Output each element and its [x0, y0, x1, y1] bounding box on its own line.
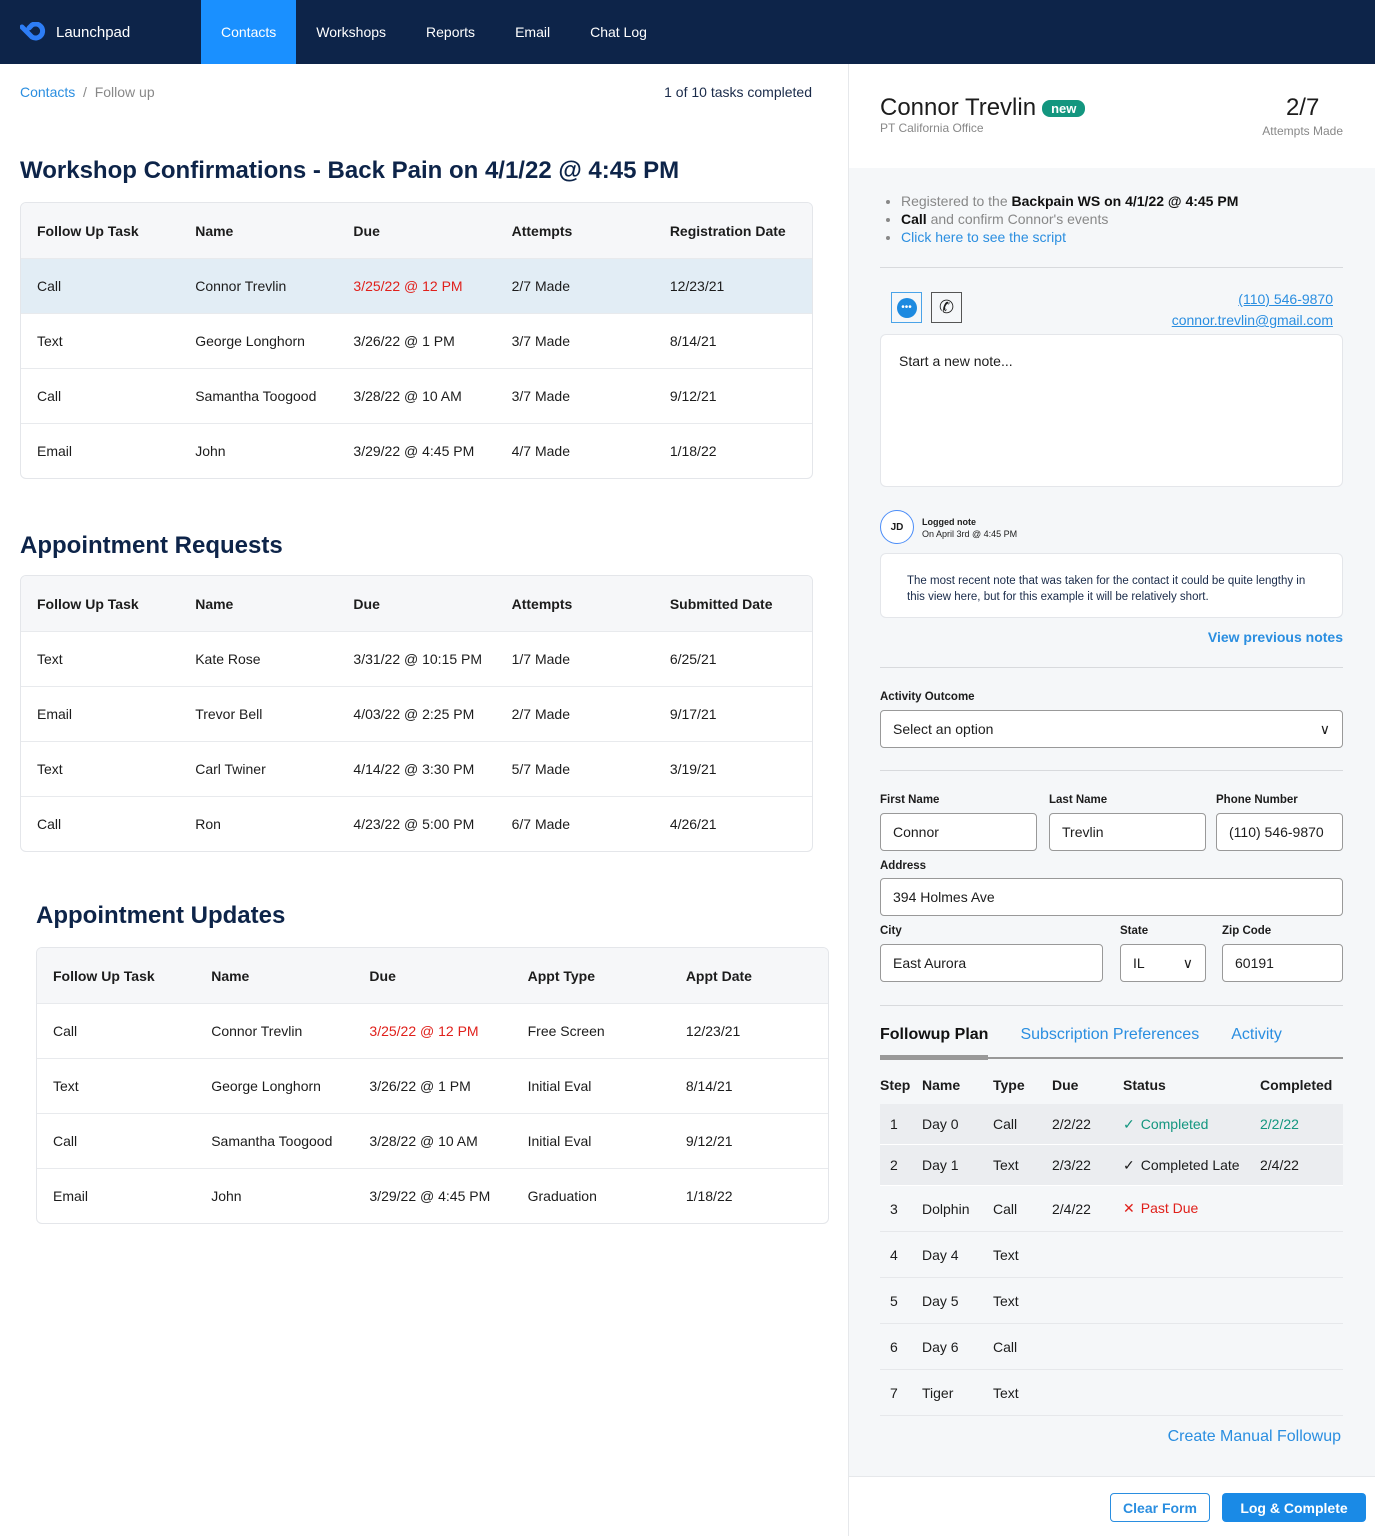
table-row[interactable] [37, 1168, 828, 1223]
table-cell: Samantha Toogood [195, 388, 317, 404]
outcome-select[interactable] [880, 710, 1343, 748]
city-label: City [880, 925, 902, 937]
column-header: Appt Date [685, 967, 752, 984]
table-cell: Connor Trevlin [211, 1023, 303, 1039]
table-cell: Call [37, 278, 62, 294]
table-cell: Text [37, 651, 63, 667]
attempts-label: Attempts Made [1262, 124, 1343, 138]
table-cell: 3/7 Made [511, 388, 570, 404]
column-header: Name [211, 967, 250, 984]
table-cell: 3/25/22 @ 12 PM [353, 278, 463, 294]
chevron-down-icon: ∨ [1182, 954, 1193, 971]
plan-cell: Text [993, 1246, 1019, 1263]
nav-contacts[interactable]: Contacts [201, 0, 296, 64]
column-header: Due [369, 967, 396, 984]
table-cell: 4/26/21 [669, 816, 717, 832]
table-row[interactable] [21, 631, 812, 686]
contact-office: PT California Office [880, 121, 984, 135]
address-label: Address [880, 860, 927, 872]
plan-cell: 2/2/22 [1260, 1116, 1299, 1132]
table-cell: 9/12/21 [685, 1133, 733, 1149]
clear-form-button[interactable]: Clear Form [1110, 1493, 1210, 1522]
table-cell: 3/28/22 @ 10 AM [369, 1133, 478, 1149]
brand-logo[interactable] [20, 22, 201, 42]
plan-row [880, 1324, 1343, 1370]
nav-workshops[interactable]: Workshops [316, 24, 387, 40]
instruction-action: Call [901, 211, 927, 227]
plan-cell: Text [993, 1292, 1019, 1309]
updates-title: Appointment Updates [36, 902, 286, 929]
table-cell: 6/25/21 [669, 651, 717, 667]
column-header: Completed [1260, 1077, 1333, 1093]
table-cell: 4/03/22 @ 2:25 PM [353, 706, 475, 722]
log-complete-button[interactable]: Log & Complete [1222, 1493, 1366, 1522]
table-cell: 4/7 Made [511, 443, 570, 459]
state-label: State [1120, 925, 1149, 937]
table-cell: John [195, 443, 226, 459]
table-cell: Trevor Bell [195, 706, 263, 722]
plan-cell: Call [993, 1116, 1018, 1132]
plan-cell: Day 4 [922, 1246, 959, 1263]
column-header: Status [1123, 1077, 1166, 1093]
table-cell: George Longhorn [195, 333, 305, 349]
status-text: Completed Late [1140, 1156, 1240, 1173]
contact-name: Connor Trevlin [880, 94, 1037, 121]
table-cell: Email [37, 443, 73, 459]
column-header: Name [922, 1077, 961, 1093]
table-cell: 3/29/22 @ 4:45 PM [353, 443, 475, 459]
last-name-label: Last Name [1049, 794, 1108, 806]
nav-email[interactable]: Email [515, 24, 551, 40]
table-cell: 3/26/22 @ 1 PM [369, 1078, 471, 1094]
create-manual-followup-link[interactable]: Create Manual Followup [1167, 1428, 1341, 1445]
requests-table [20, 575, 813, 852]
divider [880, 1005, 1343, 1006]
plan-cell: Text [993, 1157, 1019, 1173]
table-cell: 3/7 Made [511, 333, 570, 349]
table-cell: 1/18/22 [669, 443, 717, 459]
column-header: Follow Up Task [53, 967, 155, 984]
attempts-value: 2/7 [1285, 94, 1320, 121]
table-cell: 3/19/21 [669, 761, 717, 777]
plan-cell: 6 [890, 1338, 898, 1355]
view-previous-notes-link[interactable]: View previous notes [1207, 629, 1343, 645]
plan-cell: 7 [890, 1384, 898, 1401]
table-cell: Text [37, 761, 63, 777]
last-note: The most recent note that was taken for the contact it could be quite lengthy in this view here, but for this example it will be relatively short. [880, 553, 1343, 618]
plan-cell: Day 6 [922, 1338, 959, 1355]
check-icon: ✓ [1123, 1156, 1135, 1173]
x-icon: ✕ [1123, 1200, 1135, 1216]
plan-cell: 2/2/22 [1052, 1116, 1091, 1132]
breadcrumb-current: Follow up [94, 84, 155, 100]
plan-cell: Call [993, 1200, 1018, 1217]
contact-header [849, 64, 1375, 168]
column-header: Registration Date [669, 222, 786, 239]
call-button[interactable] [931, 292, 962, 323]
top-nav [0, 0, 1375, 64]
log-date: On April 3rd @ 4:45 PM [922, 529, 1018, 539]
chevron-down-icon: ∨ [1319, 720, 1330, 737]
column-header: Due [1052, 1077, 1079, 1093]
table-cell: 3/31/22 @ 10:15 PM [353, 651, 483, 667]
divider [880, 267, 1343, 268]
phone-icon: ✆ [938, 297, 955, 317]
status-text: Completed [1140, 1115, 1209, 1132]
plan-row [880, 1145, 1343, 1186]
phone-label: Phone Number [1216, 794, 1298, 806]
table-cell: Graduation [527, 1188, 597, 1204]
table-cell: Call [53, 1133, 78, 1149]
table-cell: 2/7 Made [511, 278, 570, 294]
table-cell: 5/7 Made [511, 761, 570, 777]
plan-cell: Tiger [922, 1384, 954, 1401]
table-cell: Text [37, 333, 63, 349]
plan-cell: 2/4/22 [1260, 1157, 1299, 1173]
instruction-call [901, 210, 1238, 228]
plan-cell: Day 5 [922, 1292, 959, 1309]
workshop-table [20, 202, 813, 479]
plan-cell: 2/4/22 [1052, 1200, 1091, 1217]
last-name-field[interactable]: Trevlin [1049, 813, 1206, 851]
first-name-label: First Name [880, 794, 940, 806]
column-header: Follow Up Task [37, 595, 139, 612]
plan-tabs [880, 1026, 1343, 1059]
instruction-text: Registered to the [901, 193, 1012, 209]
table-cell: 2/7 Made [511, 706, 570, 722]
table-cell: Call [37, 816, 62, 832]
plan-cell: 3 [890, 1200, 898, 1217]
table-cell: Initial Eval [527, 1133, 592, 1149]
table-cell: Samantha Toogood [211, 1133, 333, 1149]
plan-row [880, 1232, 1343, 1278]
nav-reports[interactable]: Reports [426, 24, 476, 40]
table-cell: 3/29/22 @ 4:45 PM [369, 1188, 491, 1204]
phone-link[interactable]: (110) 546-9870 [1238, 291, 1333, 307]
table-cell: 3/28/22 @ 10 AM [353, 388, 462, 404]
plan-cell [1123, 1157, 1260, 1174]
column-header: Submitted Date [669, 595, 773, 612]
table-cell: 6/7 Made [511, 816, 570, 832]
plan-cell: Dolphin [922, 1200, 970, 1217]
table-cell: Ron [195, 816, 221, 832]
table-cell: 12/23/21 [669, 278, 725, 294]
table-cell: 8/14/21 [685, 1078, 733, 1094]
table-row[interactable] [37, 1058, 828, 1113]
instruction-text: and confirm Connor's events [926, 211, 1109, 227]
address-field[interactable]: 394 Holmes Ave [880, 878, 1343, 916]
column-header: Due [353, 595, 380, 612]
table-row[interactable] [21, 686, 812, 741]
log-meta [922, 516, 1017, 540]
table-row[interactable] [37, 1003, 828, 1058]
launchpad-logo-icon [20, 22, 48, 42]
contact-panel [848, 64, 1375, 1536]
breadcrumb-contacts[interactable]: Contacts [20, 84, 76, 100]
plan-row [880, 1370, 1343, 1416]
followup-plan-table [880, 1066, 1343, 1416]
table-cell: Call [53, 1023, 78, 1039]
table-cell: 12/23/21 [685, 1023, 741, 1039]
column-header: Step [880, 1077, 911, 1093]
table-cell: Free Screen [527, 1023, 605, 1039]
table-cell: 3/26/22 @ 1 PM [353, 333, 455, 349]
plan-cell [1123, 1116, 1260, 1133]
email-link[interactable]: connor.trevlin@gmail.com [1171, 312, 1333, 328]
table-row[interactable] [21, 368, 812, 423]
column-header: Appt Type [527, 967, 596, 984]
table-header-row [37, 948, 828, 1003]
table-row[interactable] [21, 313, 812, 368]
instruction-event: Backpain WS on 4/1/22 @ 4:45 PM [1011, 193, 1239, 209]
instruction-script [901, 228, 1238, 246]
table-header-row [21, 576, 812, 631]
plan-cell: Day 0 [922, 1116, 959, 1132]
table-cell: John [211, 1188, 242, 1204]
workshop-title: Workshop Confirmations - Back Pain on 4/1/22 @ 4:45 PM [20, 157, 680, 184]
column-header: Name [195, 222, 234, 239]
tab-followup-plan[interactable]: Followup Plan [880, 1026, 988, 1060]
table-cell: 8/14/21 [669, 333, 717, 349]
plan-cell: 5 [890, 1292, 898, 1309]
table-cell: 1/7 Made [511, 651, 570, 667]
panel-footer [849, 1476, 1375, 1536]
table-cell: Initial Eval [527, 1078, 592, 1094]
table-row[interactable] [21, 258, 812, 313]
updates-table [36, 947, 829, 1224]
table-cell: Call [37, 388, 62, 404]
outcome-label: Activity Outcome [880, 691, 975, 703]
state-select[interactable] [1120, 944, 1206, 982]
check-icon: ✓ [1123, 1115, 1135, 1132]
author-avatar: JD [880, 510, 914, 544]
plan-cell: Call [993, 1338, 1018, 1355]
column-header: Type [993, 1077, 1025, 1093]
plan-cell: 2/3/22 [1052, 1157, 1091, 1173]
task-list-panel [0, 64, 848, 1536]
plan-cell [1123, 1200, 1260, 1217]
table-header-row [21, 203, 812, 258]
table-cell: 9/12/21 [669, 388, 717, 404]
status-text: Past Due [1140, 1200, 1199, 1216]
table-cell: Connor Trevlin [195, 278, 287, 294]
plan-header-row [880, 1066, 1343, 1104]
column-header: Attempts [511, 595, 573, 612]
new-badge: new [1042, 100, 1085, 117]
zip-field[interactable]: 60191 [1222, 944, 1343, 982]
contact-links [1172, 289, 1333, 331]
task-instructions [901, 192, 1238, 246]
plan-row [880, 1104, 1343, 1145]
log-title: Logged note [922, 517, 976, 527]
column-header: Name [195, 595, 234, 612]
table-row[interactable] [21, 423, 812, 478]
chat-bubble-icon: ••• [897, 298, 917, 318]
first-name-field[interactable]: Connor [880, 813, 1037, 851]
plan-cell: 1 [890, 1116, 898, 1132]
message-button[interactable] [891, 292, 922, 323]
plan-cell: 2 [890, 1157, 898, 1173]
outcome-value: Select an option [893, 721, 994, 737]
script-link[interactable]: Click here to see the script [901, 229, 1066, 245]
table-row[interactable] [21, 796, 812, 851]
plan-cell: 4 [890, 1246, 898, 1263]
nav-chat-log[interactable]: Chat Log [590, 24, 647, 40]
new-note-input[interactable]: Start a new note... [880, 334, 1343, 487]
column-header: Attempts [511, 222, 573, 239]
table-cell: Email [37, 706, 73, 722]
attempts-counter [1262, 94, 1343, 140]
table-cell: George Longhorn [211, 1078, 321, 1094]
plan-row [880, 1278, 1343, 1324]
table-cell: Kate Rose [195, 651, 261, 667]
table-cell: 4/23/22 @ 5:00 PM [353, 816, 475, 832]
table-cell: 1/18/22 [685, 1188, 733, 1204]
table-row[interactable] [37, 1113, 828, 1168]
brand-name: Launchpad [56, 23, 131, 41]
plan-cell: Text [993, 1384, 1019, 1401]
table-cell: 3/25/22 @ 12 PM [369, 1023, 479, 1039]
table-cell: Text [53, 1078, 79, 1094]
breadcrumb: Contacts / Follow up [20, 84, 155, 100]
column-header: Due [353, 222, 380, 239]
divider [880, 770, 1343, 771]
plan-cell: Day 1 [922, 1157, 959, 1173]
table-row[interactable] [21, 741, 812, 796]
divider [880, 667, 1343, 668]
city-field[interactable]: East Aurora [880, 944, 1103, 982]
state-value: IL [1133, 955, 1145, 971]
plan-row [880, 1186, 1343, 1232]
table-cell: 9/17/21 [669, 706, 717, 722]
tab-activity[interactable]: Activity [1231, 1026, 1282, 1043]
table-cell: Email [53, 1188, 89, 1204]
table-cell: 4/14/22 @ 3:30 PM [353, 761, 475, 777]
column-header: Follow Up Task [37, 222, 139, 239]
instruction-registered [901, 192, 1238, 210]
requests-title: Appointment Requests [20, 532, 283, 559]
phone-field[interactable]: (110) 546-9870 [1216, 813, 1343, 851]
tab-subscription-preferences[interactable]: Subscription Preferences [1020, 1026, 1200, 1043]
zip-label: Zip Code [1222, 925, 1272, 937]
table-cell: Carl Twiner [195, 761, 266, 777]
tasks-progress: 1 of 10 tasks completed [664, 84, 812, 100]
